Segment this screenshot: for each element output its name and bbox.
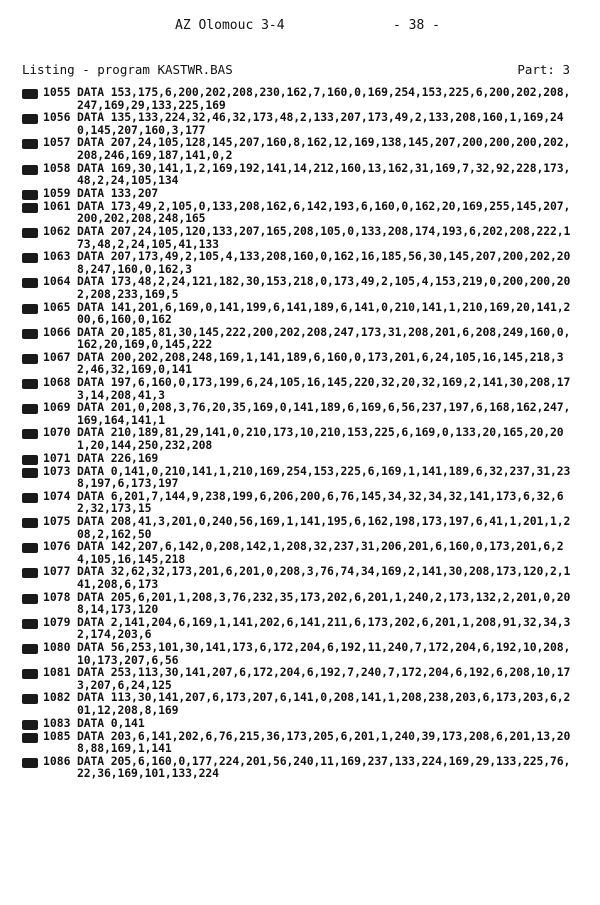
line-code: DATA 113,30,141,207,6,173,207,6,141,0,208,141,1,208,238,203,6,173,203,6,201,12,208,8,169 [77,690,571,717]
listing-line [22,162,582,187]
line-code: DATA 142,207,6,142,0,208,142,1,208,32,237,31,206,201,6,160,0,173,201,6,24,105,16,145,218 [77,539,564,566]
listing-line [22,452,582,465]
listing-line [22,540,582,565]
line-number: 1066 [43,324,71,339]
checksum-badge-icon [22,493,38,503]
checksum-badge-icon [22,404,38,414]
page-header-title: AZ Olomouc 3-4 [175,18,285,33]
listing-subheader [22,62,570,80]
listing-line [22,755,582,780]
checksum-badge-icon [22,203,38,213]
line-code: DATA 197,6,160,0,173,199,6,24,105,16,145,220,32,20,32,169,2,141,30,208,173,14,208,41,3 [77,375,571,402]
page-header [0,18,600,38]
listing-line [22,666,582,691]
line-number: 1069 [43,400,71,415]
listing-line [22,717,582,730]
listing-line [22,490,582,515]
line-code: DATA 207,173,49,2,105,4,133,208,160,0,162,16,185,56,30,145,207,200,202,208,247,160,0,162,3 [77,249,571,276]
line-code: DATA 141,201,6,169,0,141,199,6,141,189,6,141,0,210,141,1,210,169,20,141,200,6,160,0,162 [77,299,571,327]
checksum-badge-icon [22,619,38,629]
checksum-badge-icon [22,304,38,314]
checksum-badge-icon [22,594,38,604]
listing-line [22,641,582,666]
line-code: DATA 2,141,204,6,169,1,141,202,6,141,211,6,173,202,6,201,1,208,91,32,34,32,174,203,6 [77,614,571,642]
checksum-badge-icon [22,139,38,149]
line-number: 1086 [43,753,71,768]
checksum-badge-icon [22,253,38,263]
listing-line [22,187,582,200]
line-code: DATA 20,185,81,30,145,222,200,202,208,247,173,31,208,201,6,208,249,160,0,162,20,169,0,145,222 [77,324,571,352]
checksum-badge-icon [22,190,38,200]
listing-line [22,86,582,111]
checksum-badge-icon [22,669,38,679]
line-number: 1079 [43,614,71,629]
line-number: 1063 [43,249,71,264]
program-listing [22,86,582,780]
line-code: DATA 208,41,3,201,0,240,56,169,1,141,195,6,162,198,173,197,6,41,1,201,1,208,2,162,50 [77,514,571,541]
checksum-badge-icon [22,694,38,704]
line-code: DATA 200,202,208,248,169,1,141,189,6,160,0,173,201,6,24,105,16,145,218,32,46,32,169,0,141 [77,349,564,377]
line-code: DATA 253,113,30,141,207,6,172,204,6,192,7,240,7,172,204,6,192,6,208,10,173,207,6,24,125 [77,665,571,692]
line-number: 1064 [43,274,71,289]
line-number: 1067 [43,349,71,364]
checksum-badge-icon [22,568,38,578]
line-number: 1074 [43,488,71,503]
part-label: Part: 3 [517,62,570,77]
listing-line [22,225,582,250]
line-code: DATA 153,175,6,200,202,208,230,162,7,160,0,169,254,153,225,6,200,202,208,247,169,29,133,225,169 [77,85,571,112]
line-code: DATA 32,62,32,173,201,6,201,0,208,3,76,74,34,169,2,141,30,208,173,120,2,141,208,6,173 [77,564,571,591]
checksum-badge-icon [22,758,38,768]
checksum-badge-icon [22,543,38,553]
line-code: DATA 169,30,141,1,2,169,192,141,14,212,160,13,162,31,169,7,32,92,228,173,48,2,24,105,134 [77,160,571,188]
line-code: DATA 56,253,101,30,141,173,6,172,204,6,192,11,240,7,172,204,6,192,10,208,10,173,207,6,56 [77,639,571,667]
line-code: DATA 133,207 [77,185,159,200]
checksum-badge-icon [22,518,38,528]
line-code: DATA 203,6,141,202,6,76,215,36,173,205,6,201,1,240,39,173,208,6,201,13,208,88,169,1,141 [77,728,571,756]
checksum-badge-icon [22,733,38,743]
line-number: 1071 [43,450,71,465]
listing-line [22,515,582,540]
checksum-badge-icon [22,455,38,465]
checksum-badge-icon [22,278,38,288]
checksum-badge-icon [22,329,38,339]
line-number: 1062 [43,223,71,238]
checksum-badge-icon [22,720,38,730]
line-number: 1056 [43,110,71,125]
line-number: 1080 [43,639,71,654]
line-number: 1057 [43,135,71,150]
line-number: 1083 [43,715,71,730]
line-number: 1058 [43,160,71,175]
listing-line [22,200,582,225]
listing-line [22,351,582,376]
listing-line [22,426,582,451]
line-number: 1055 [43,85,71,99]
line-code: DATA 205,6,160,0,177,224,201,56,240,11,169,237,133,224,169,29,133,225,76,22,36,169,101,133,224 [77,753,571,781]
listing-line [22,136,582,161]
line-code: DATA 207,24,105,128,145,207,160,8,162,12,169,138,145,207,200,200,200,202,208,246,169,187,141,0,2 [77,135,571,162]
checksum-badge-icon [22,354,38,364]
line-number: 1073 [43,463,71,478]
line-number: 1081 [43,665,71,680]
line-code: DATA 0,141,0,210,141,1,210,169,254,153,225,6,169,1,141,189,6,32,237,31,238,197,6,173,197 [77,463,571,491]
checksum-badge-icon [22,165,38,175]
line-number: 1065 [43,299,71,314]
listing-line [22,565,582,590]
line-number: 1076 [43,539,71,554]
line-code: DATA 6,201,7,144,9,238,199,6,206,200,6,76,145,34,32,34,32,141,173,6,32,62,32,173,15 [77,488,564,516]
line-code: DATA 173,49,2,105,0,133,208,162,6,142,193,6,160,0,162,20,169,255,145,207,200,202,208,248,165 [77,198,571,226]
line-number: 1059 [43,185,71,200]
listing-line [22,691,582,716]
listing-line [22,250,582,275]
listing-line [22,326,582,351]
checksum-badge-icon [22,644,38,654]
line-number: 1070 [43,425,71,440]
line-number: 1061 [43,198,71,213]
listing-line [22,275,582,300]
listing-label: Listing - program KASTWR.BAS [22,62,233,77]
line-code: DATA 210,189,81,29,141,0,210,173,10,210,153,225,6,169,0,133,20,165,20,201,20,144,250,232,208 [77,425,564,453]
listing-line [22,301,582,326]
listing-line [22,616,582,641]
line-code: DATA 226,169 [77,450,159,465]
line-code: DATA 0,141 [77,715,145,730]
listing-line [22,465,582,490]
line-code: DATA 201,0,208,3,76,20,35,169,0,141,189,6,169,6,56,237,197,6,168,162,247,169,164,141,1 [77,400,571,427]
listing-line [22,376,582,401]
line-code: DATA 207,24,105,120,133,207,165,208,105,0,133,208,174,193,6,202,208,222,173,48,2,24,105,41,133 [77,223,571,251]
listing-line [22,401,582,426]
line-number: 1075 [43,514,71,528]
listing-line [22,591,582,616]
line-number: 1078 [43,589,71,604]
line-number: 1085 [43,728,71,743]
listing-line [22,730,582,755]
line-code: DATA 205,6,201,1,208,3,76,232,35,173,202,6,201,1,240,2,173,132,2,201,0,208,14,173,120 [77,589,571,617]
line-number: 1068 [43,375,71,390]
checksum-badge-icon [22,228,38,238]
line-code: DATA 173,48,2,24,121,182,30,153,218,0,173,49,2,105,4,153,219,0,200,200,202,208,233,169,5 [77,274,571,301]
line-code: DATA 135,133,224,32,46,32,173,48,2,133,207,173,49,2,133,208,160,1,169,240,145,207,160,3,177 [77,110,564,137]
checksum-badge-icon [22,89,38,99]
line-number: 1082 [43,690,71,705]
checksum-badge-icon [22,379,38,389]
page-number: - 38 - [393,18,440,33]
checksum-badge-icon [22,429,38,439]
line-number: 1077 [43,564,71,579]
checksum-badge-icon [22,114,38,124]
listing-line [22,111,582,136]
checksum-badge-icon [22,468,38,478]
